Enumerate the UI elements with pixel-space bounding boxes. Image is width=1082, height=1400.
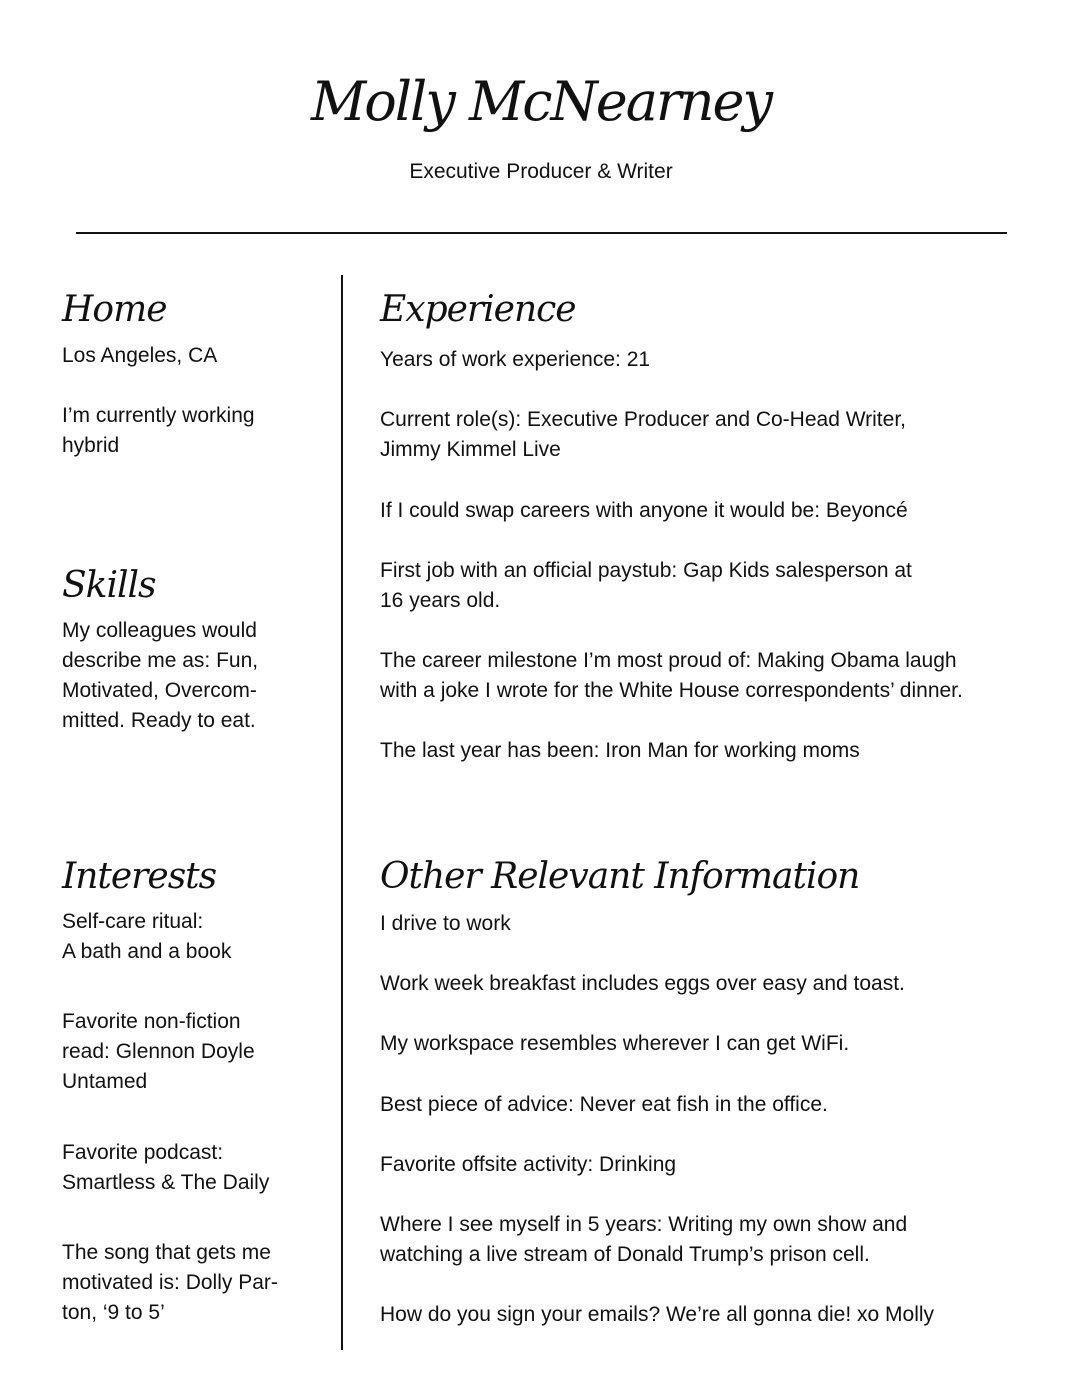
interest-line: A bath and a book: [62, 940, 232, 963]
other-info-heading: Other Relevant Information: [380, 856, 860, 897]
other-line: watching a live stream of Donald Trump’s prison cell.: [380, 1243, 870, 1266]
skills-line: mitted. Ready to eat.: [62, 709, 256, 732]
experience-line: The career milestone I’m most proud of: Making Obama laugh: [380, 649, 957, 672]
experience-line: Current role(s): Executive Producer and Co-Head Writer,: [380, 408, 906, 431]
skills-description: [62, 616, 258, 736]
other-advice: Best piece of advice: Never eat fish in the office.: [380, 1093, 828, 1116]
experience-first-job: [380, 556, 912, 616]
home-work-mode-line: hybrid: [62, 434, 120, 457]
skills-line: describe me as: Fun,: [62, 649, 259, 672]
experience-heading: Experience: [380, 289, 576, 330]
experience-milestone: [380, 646, 963, 706]
experience-line: 16 years old.: [380, 589, 501, 612]
interest-line: The song that gets me: [62, 1241, 271, 1264]
skills-heading: Skills: [62, 565, 156, 606]
interests-heading: Interests: [62, 856, 217, 897]
home-location: Los Angeles, CA: [62, 344, 218, 367]
interest-line: Favorite non-fiction: [62, 1010, 241, 1033]
other-offsite: Favorite offsite activity: Drinking: [380, 1153, 677, 1176]
interest-line: Self-care ritual:: [62, 910, 204, 933]
interest-line: ton, ‘9 to 5’: [62, 1301, 165, 1324]
interest-song: [62, 1238, 278, 1328]
experience-last-year: The last year has been: Iron Man for working moms: [380, 739, 860, 762]
interest-line: Favorite podcast:: [62, 1141, 224, 1164]
experience-swap: If I could swap careers with anyone it would be: Beyoncé: [380, 499, 908, 522]
candidate-name: Molly McNearney: [310, 70, 771, 133]
home-heading: Home: [62, 289, 167, 330]
skills-line: My colleagues would: [62, 619, 257, 642]
interest-line: motivated is: Dolly Par-: [62, 1271, 278, 1294]
home-work-mode: [62, 401, 255, 461]
other-commute: I drive to work: [380, 912, 511, 935]
experience-line: First job with an official paystub: Gap Kids salesperson at: [380, 559, 912, 582]
column-divider: [341, 275, 343, 1350]
interest-self-care: [62, 907, 231, 967]
interest-line: Untamed: [62, 1070, 148, 1093]
home-work-mode-line: I’m currently working: [62, 404, 255, 427]
other-breakfast: Work week breakfast includes eggs over easy and toast.: [380, 972, 905, 995]
interest-line: read: Glennon Doyle: [62, 1040, 255, 1063]
header-divider: [76, 232, 1007, 234]
interest-podcast: [62, 1138, 269, 1198]
experience-years: Years of work experience: 21: [380, 348, 651, 371]
skills-line: Motivated, Overcom-: [62, 679, 257, 702]
other-workspace: My workspace resembles wherever I can get WiFi.: [380, 1032, 850, 1055]
interest-nonfiction: [62, 1007, 255, 1097]
experience-line: with a joke I wrote for the White House correspondents’ dinner.: [380, 679, 963, 702]
other-line: Where I see myself in 5 years: Writing my own show and: [380, 1213, 908, 1236]
experience-line: Jimmy Kimmel Live: [380, 438, 561, 461]
candidate-title: Executive Producer & Writer: [409, 160, 673, 183]
interest-line: Smartless & The Daily: [62, 1171, 270, 1194]
other-five-years: [380, 1210, 907, 1270]
other-sign-off: How do you sign your emails? We’re all gonna die! xo Molly: [380, 1303, 935, 1326]
experience-current-role: [380, 405, 906, 465]
